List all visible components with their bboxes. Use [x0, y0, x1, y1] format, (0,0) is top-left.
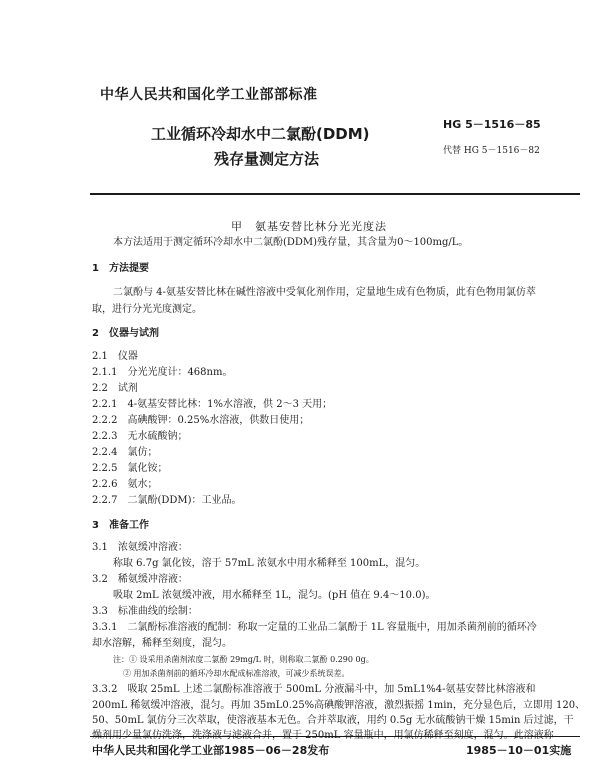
clause-line: 3.3.1 二氯酚标准溶液的配制：称取一定量的工业品二氯酚于 1L 容量瓶中，用加杀菌剂前的循环冷	[92, 622, 537, 633]
clause-line: 200mL 稀氨缓冲溶液，混匀。再加 35mL0.25%高碘酸钾溶液，激烈振摇 1min，充分显色后，立即用 120、	[92, 700, 586, 711]
issue-date: 中华人民共和国化学工业部1985－06－28发布	[92, 744, 330, 757]
body-line: 称取 6.7g 氯化铵，溶于 57mL 浓氨水中用水稀释至 100mL，混匀。	[113, 558, 426, 569]
effective-date: 1985－10－01实施	[466, 744, 572, 757]
clause-line: 却水溶解，稀释至刻度，混匀。	[92, 638, 232, 649]
note-line: 注：① 设采用杀菌剂浓度二氯酚 29mg/L 时，则称取二氯酚 0.290 0g。	[113, 655, 374, 664]
clause-line: 2.2.7 二氯酚(DDM)：工业品。	[92, 495, 242, 506]
clause-line: 2.2.4 氯仿；	[92, 447, 158, 458]
clause-line: 2.1.1 分光光度计：468nm。	[92, 367, 233, 378]
clause-line: 2.1 仪器	[92, 351, 138, 362]
standard-number: HG 5－1516－85	[443, 118, 541, 131]
body-line: 取，进行分光光度测定。	[92, 304, 202, 315]
clause-line: 3.2 稀氨缓冲溶液：	[92, 574, 188, 585]
clause-line: 2.2.1 4-氨基安替比林：1%水溶液，供 2～3 天用；	[92, 399, 333, 410]
clause-line: 3.3.2 吸取 25mL 上述二氯酚标准溶液于 500mL 分液漏斗中，加 5mL1%4-氨基安替比林溶液和	[92, 684, 536, 695]
part-title: 甲 氨基安替比林分光光度法	[231, 220, 387, 233]
clause-line: 2.2 试剂	[92, 383, 138, 394]
replaces-standard: 代替 HG 5－1516－82	[443, 146, 540, 156]
clause-line: 2.2.3 无水硫酸钠；	[92, 431, 188, 442]
clause-line: 2.2.2 高碘酸钾：0.25%水溶液，供数日使用；	[92, 415, 310, 426]
section-heading: 1 方法提要	[92, 263, 149, 274]
section-heading: 2 仪器与试剂	[92, 328, 159, 339]
document-subtitle: 残存量测定方法	[214, 150, 320, 168]
clause-line: 50、50mL 氯仿分三次萃取，使溶液基本无色。合并萃取液，用约 0.5g 无水硫酸钠干燥 15min 后过滤，干	[92, 715, 574, 726]
body-line: 吸取 2mL 浓氨缓冲液，用水稀释至 1L，混匀。(pH 值在 9.4～10.0)。	[113, 590, 436, 601]
clause-line: 2.2.5 氯化铵；	[92, 463, 168, 474]
issuing-ministry: 中华人民共和国化学工业部部标准	[100, 87, 318, 103]
body-line: 二氯酚与 4-氨基安替比林在碱性溶液中受氧化剂作用，定量地生成有色物质，此有色物用氯仿萃	[113, 287, 536, 298]
header-divider	[90, 193, 580, 195]
clause-line: 3.1 浓氨缓冲溶液：	[92, 542, 188, 553]
note-line: ② 用加杀菌剂前的循环冷却水配成标准溶液，可减少系统误差。	[123, 669, 350, 678]
clause-line: 2.2.6 氨水；	[92, 479, 158, 490]
scope-paragraph: 本方法适用于测定循环冷却水中二氯酚(DDM)残存量，其含量为0～100mg/L。	[113, 237, 469, 248]
footer-divider	[90, 736, 580, 737]
clause-line: 3.3 标准曲线的绘制：	[92, 606, 198, 617]
section-heading: 3 准备工作	[92, 520, 149, 531]
document-title: 工业循环冷却水中二氯酚(DDM)	[151, 125, 370, 143]
